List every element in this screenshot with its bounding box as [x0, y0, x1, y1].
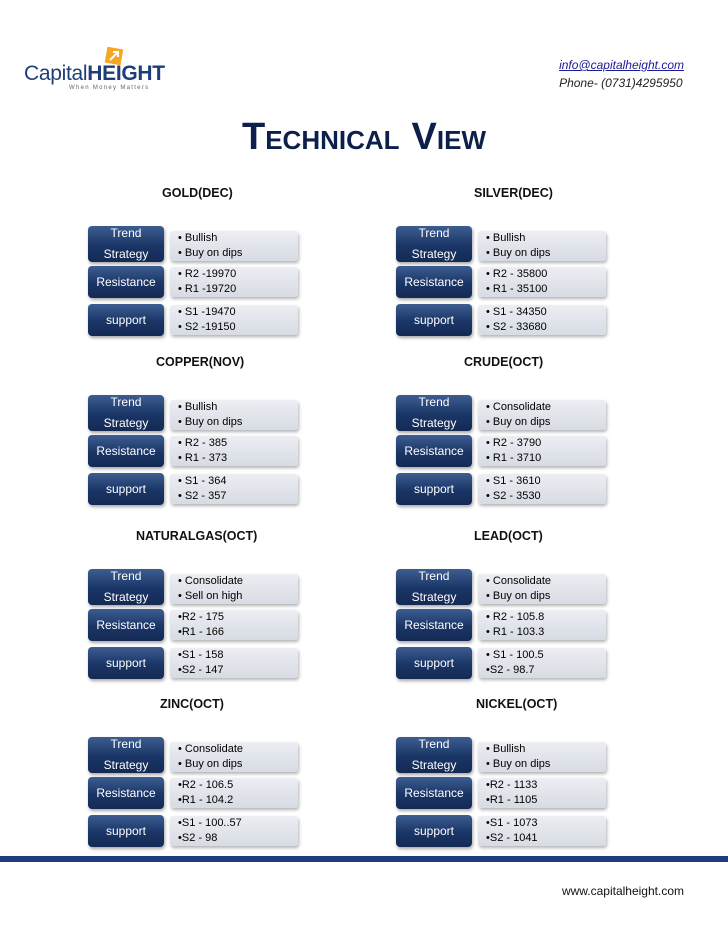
- page-title: TECHNICAL VIEW: [241, 116, 487, 158]
- trend-value-line: • Bullish: [486, 743, 526, 755]
- trend-row: [88, 395, 348, 431]
- trend-label: [88, 737, 164, 773]
- support-label-text: support: [105, 312, 147, 327]
- resistance-label-text: Resistance: [96, 274, 156, 289]
- trend-row: [88, 226, 348, 262]
- resistance-label-text: Resistance: [96, 443, 156, 458]
- support-value-line: •S2 - 98: [178, 832, 218, 844]
- resistance-value-line: • R2 - 385: [178, 437, 228, 449]
- resistance-label: [396, 266, 472, 298]
- resistance-values: [478, 778, 606, 808]
- support-value-line: • S2 - 33680: [486, 321, 547, 333]
- resistance-value-line: • R2 -19970: [178, 268, 237, 280]
- resistance-values: [478, 267, 606, 297]
- support-label-text: support: [105, 481, 147, 496]
- support-row: [396, 815, 656, 847]
- trend-value-line: • Buy on dips: [486, 247, 551, 259]
- support-values: [478, 648, 606, 678]
- support-values: [478, 474, 606, 504]
- support-label-text: support: [105, 823, 147, 838]
- resistance-values: [170, 436, 298, 466]
- support-label: [396, 473, 472, 505]
- trend-value-line: • Consolidate: [486, 575, 552, 587]
- resistance-label: [88, 777, 164, 809]
- trend-values: [170, 742, 298, 772]
- support-values: [170, 474, 298, 504]
- trend-value-line: • Buy on dips: [178, 416, 243, 428]
- support-label: [396, 815, 472, 847]
- support-value-line: • S1 - 3610: [486, 475, 541, 487]
- panel-title: CRUDE(OCT): [464, 355, 544, 369]
- trend-label-text: Trend: [110, 226, 142, 240]
- support-row: [88, 647, 348, 679]
- panel-title: NATURALGAS(OCT): [136, 529, 258, 543]
- trend-label: [88, 226, 164, 262]
- panel-7: [396, 697, 656, 847]
- resistance-row: [396, 266, 656, 298]
- panel-3: [396, 355, 656, 505]
- resistance-row: [88, 777, 348, 809]
- resistance-label: [88, 435, 164, 467]
- strategy-label-text: Strategy: [411, 416, 457, 430]
- resistance-row: [88, 609, 348, 641]
- support-value-line: • S2 - 357: [178, 490, 227, 502]
- trend-label-text: Trend: [418, 737, 450, 751]
- support-label-text: support: [105, 655, 147, 670]
- support-row: [396, 473, 656, 505]
- panel-title: ZINC(OCT): [160, 697, 224, 711]
- resistance-values: [478, 436, 606, 466]
- resistance-label: [396, 435, 472, 467]
- strategy-label-text: Strategy: [103, 416, 149, 430]
- resistance-values: [170, 610, 298, 640]
- panel-title: COPPER(NOV): [156, 355, 245, 369]
- trend-row: [396, 569, 656, 605]
- trend-value-line: • Bullish: [178, 401, 218, 413]
- panel-4: [88, 529, 348, 679]
- trend-value-line: • Sell on high: [178, 590, 243, 602]
- trend-value-line: • Buy on dips: [178, 758, 243, 770]
- trend-label: [396, 569, 472, 605]
- support-label-text: support: [413, 655, 455, 670]
- company-logo: [24, 46, 165, 94]
- panel-title: LEAD(OCT): [474, 529, 543, 543]
- trend-label: [396, 226, 472, 262]
- support-value-line: •S2 - 1041: [486, 832, 538, 844]
- support-value-line: • S1 -19470: [178, 306, 236, 318]
- resistance-value-line: • R1 - 103.3: [486, 626, 545, 638]
- strategy-label-text: Strategy: [411, 247, 457, 261]
- trend-value-line: • Consolidate: [178, 575, 244, 587]
- support-values: [478, 305, 606, 335]
- resistance-value-line: • R1 -19720: [178, 283, 237, 295]
- resistance-row: [396, 609, 656, 641]
- trend-value-line: • Buy on dips: [178, 247, 243, 259]
- support-label: [88, 647, 164, 679]
- resistance-label-text: Resistance: [96, 617, 156, 632]
- contact-phone: Phone- (0731)4295950: [559, 76, 683, 90]
- trend-row: [396, 395, 656, 431]
- support-value-line: • S1 - 34350: [486, 306, 547, 318]
- support-values: [170, 305, 298, 335]
- support-label: [88, 473, 164, 505]
- resistance-label-text: Resistance: [404, 785, 464, 800]
- resistance-label: [88, 609, 164, 641]
- support-values: [170, 816, 298, 846]
- trend-row: [88, 569, 348, 605]
- trend-value-line: • Buy on dips: [486, 416, 551, 428]
- trend-value-line: • Buy on dips: [486, 590, 551, 602]
- panel-2: [88, 355, 348, 505]
- footer-website[interactable]: www.capitalheight.com: [561, 884, 684, 898]
- trend-label-text: Trend: [110, 569, 142, 583]
- trend-label: [396, 737, 472, 773]
- support-value-line: •S1 - 1073: [486, 817, 538, 829]
- trend-row: [396, 737, 656, 773]
- resistance-values: [170, 778, 298, 808]
- resistance-value-line: •R2 - 175: [178, 611, 225, 623]
- resistance-value-line: •R2 - 1133: [486, 779, 538, 791]
- resistance-row: [396, 435, 656, 467]
- resistance-label-text: Resistance: [96, 785, 156, 800]
- strategy-label-text: Strategy: [411, 590, 457, 604]
- trend-label-text: Trend: [110, 737, 142, 751]
- trend-value-line: • Buy on dips: [486, 758, 551, 770]
- panel-title: NICKEL(OCT): [476, 697, 558, 711]
- resistance-row: [88, 435, 348, 467]
- support-value-line: •S1 - 158: [178, 649, 224, 661]
- resistance-value-line: • R1 - 373: [178, 452, 228, 464]
- trend-label-text: Trend: [110, 395, 142, 409]
- support-row: [396, 647, 656, 679]
- strategy-label-text: Strategy: [411, 758, 457, 772]
- support-label: [88, 304, 164, 336]
- resistance-label-text: Resistance: [404, 617, 464, 632]
- trend-values: [478, 574, 606, 604]
- trend-values: [170, 400, 298, 430]
- resistance-value-line: •R1 - 1105: [486, 794, 538, 806]
- panel-6: [88, 697, 348, 847]
- resistance-values: [478, 610, 606, 640]
- trend-value-line: • Bullish: [486, 232, 526, 244]
- trend-label: [396, 395, 472, 431]
- resistance-value-line: • R2 - 105.8: [486, 611, 545, 623]
- resistance-value-line: • R1 - 3710: [486, 452, 542, 464]
- trend-label-text: Trend: [418, 226, 450, 240]
- support-row: [396, 304, 656, 336]
- resistance-label: [396, 609, 472, 641]
- resistance-row: [88, 266, 348, 298]
- footer-rule: [0, 856, 728, 862]
- panel-5: [396, 529, 656, 679]
- support-value-line: • S1 - 364: [178, 475, 227, 487]
- support-label-text: support: [413, 312, 455, 327]
- trend-label-text: Trend: [418, 569, 450, 583]
- trend-row: [88, 737, 348, 773]
- resistance-label: [396, 777, 472, 809]
- resistance-value-line: • R2 - 3790: [486, 437, 542, 449]
- trend-values: [478, 742, 606, 772]
- support-row: [88, 304, 348, 336]
- support-value-line: •S2 - 98.7: [486, 664, 535, 676]
- panel-title: SILVER(DEC): [474, 186, 553, 200]
- logo-wordmark: CapitalHEIGHT: [24, 62, 165, 85]
- resistance-value-line: •R1 - 104.2: [178, 794, 234, 806]
- resistance-values: [170, 267, 298, 297]
- support-label: [396, 647, 472, 679]
- strategy-label-text: Strategy: [103, 247, 149, 261]
- strategy-label-text: Strategy: [103, 590, 149, 604]
- trend-label-text: Trend: [418, 395, 450, 409]
- trend-label: [88, 395, 164, 431]
- panel-0: [88, 186, 348, 336]
- trend-values: [478, 400, 606, 430]
- support-value-line: •S1 - 100..57: [178, 817, 242, 829]
- trend-values: [170, 231, 298, 261]
- resistance-label-text: Resistance: [404, 274, 464, 289]
- trend-values: [170, 574, 298, 604]
- trend-row: [396, 226, 656, 262]
- resistance-value-line: • R1 - 35100: [486, 283, 548, 295]
- resistance-label-text: Resistance: [404, 443, 464, 458]
- support-label: [396, 304, 472, 336]
- support-row: [88, 473, 348, 505]
- resistance-label: [88, 266, 164, 298]
- support-values: [478, 816, 606, 846]
- trend-value-line: • Bullish: [178, 232, 218, 244]
- support-value-line: •S2 - 147: [178, 664, 224, 676]
- strategy-label-text: Strategy: [103, 758, 149, 772]
- support-value-line: • S1 - 100.5: [486, 649, 544, 661]
- contact-email[interactable]: info@capitalheight.com: [559, 58, 684, 72]
- resistance-row: [396, 777, 656, 809]
- panel-1: [396, 186, 656, 336]
- support-label-text: support: [413, 481, 455, 496]
- resistance-value-line: • R2 - 35800: [486, 268, 548, 280]
- support-values: [170, 648, 298, 678]
- support-label: [88, 815, 164, 847]
- resistance-value-line: •R2 - 106.5: [178, 779, 234, 791]
- trend-value-line: • Consolidate: [486, 401, 552, 413]
- resistance-value-line: •R1 - 166: [178, 626, 225, 638]
- panel-title: GOLD(DEC): [162, 186, 233, 200]
- logo-tagline: When Money Matters: [69, 85, 150, 91]
- support-row: [88, 815, 348, 847]
- support-value-line: • S2 - 3530: [486, 490, 541, 502]
- contact-block: [559, 56, 684, 92]
- trend-value-line: • Consolidate: [178, 743, 244, 755]
- support-value-line: • S2 -19150: [178, 321, 236, 333]
- support-label-text: support: [413, 823, 455, 838]
- trend-label: [88, 569, 164, 605]
- trend-values: [478, 231, 606, 261]
